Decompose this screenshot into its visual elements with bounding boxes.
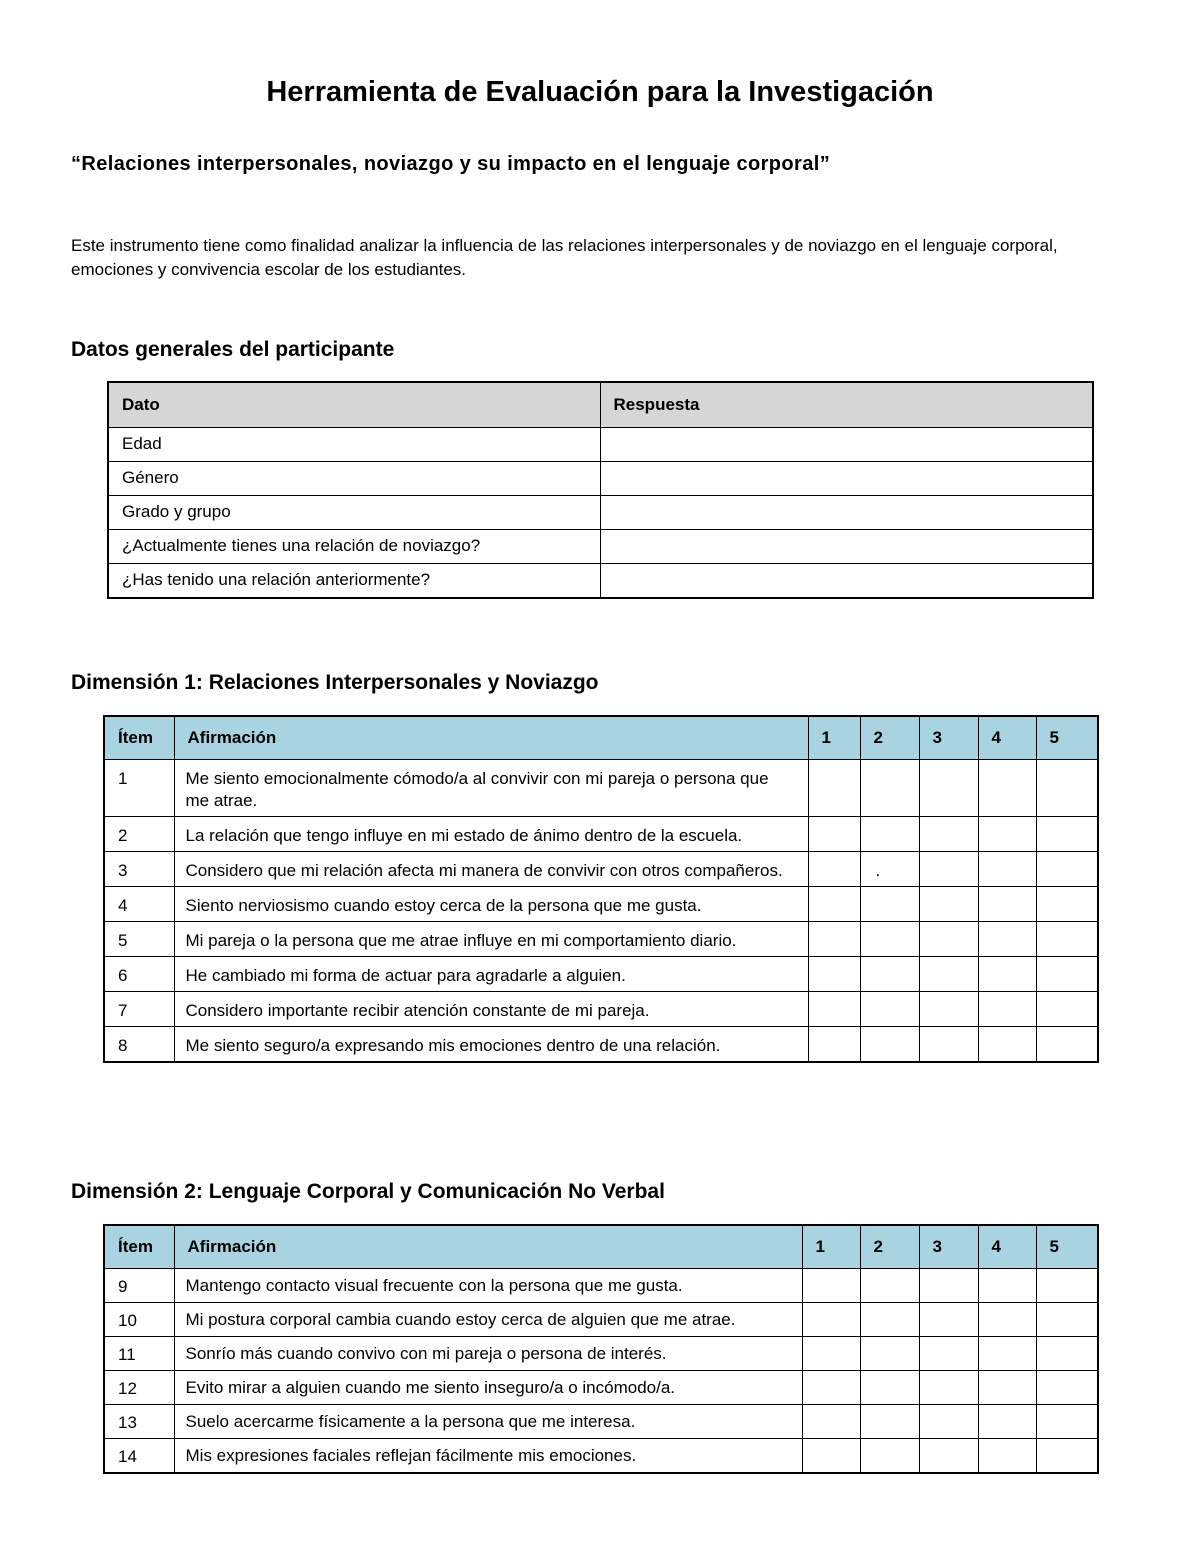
- statement-text: Me siento seguro/a expresando mis emociones dentro de una relación.: [174, 1027, 808, 1063]
- column-header-dato: Dato: [108, 382, 600, 428]
- scale-cell-2[interactable]: [860, 1303, 919, 1337]
- scale-cell-1[interactable]: [808, 1027, 860, 1063]
- item-number: 6: [104, 957, 174, 992]
- scale-cell-4[interactable]: [978, 1405, 1036, 1439]
- scale-cell-2[interactable]: [860, 922, 919, 957]
- scale-cell-3[interactable]: [919, 1337, 978, 1371]
- item-number: 3: [104, 852, 174, 887]
- section-heading-dimension-2: Dimensión 2: Lenguaje Corporal y Comunicación No Verbal: [71, 1180, 665, 1203]
- respuesta-cell[interactable]: [600, 462, 1093, 496]
- scale-cell-3[interactable]: [919, 957, 978, 992]
- dimension-1-table: [103, 715, 1099, 1063]
- table-row: [104, 817, 1098, 852]
- scale-cell-1[interactable]: [808, 760, 860, 817]
- scale-cell-2[interactable]: [860, 760, 919, 817]
- table-row: [104, 992, 1098, 1027]
- scale-cell-5[interactable]: [1036, 887, 1098, 922]
- item-number: 14: [104, 1439, 174, 1474]
- item-number: 13: [104, 1405, 174, 1439]
- scale-cell-5[interactable]: [1036, 1303, 1098, 1337]
- scale-cell-4[interactable]: [978, 1439, 1036, 1474]
- scale-cell-2[interactable]: [860, 1269, 919, 1303]
- scale-cell-4[interactable]: [978, 922, 1036, 957]
- column-header-respuesta: Respuesta: [600, 382, 1093, 428]
- table-row: [104, 1371, 1098, 1405]
- statement-text: Mis expresiones faciales reflejan fácilmente mis emociones.: [174, 1439, 802, 1474]
- respuesta-cell[interactable]: [600, 564, 1093, 599]
- scale-cell-5[interactable]: [1036, 1337, 1098, 1371]
- scale-cell-4[interactable]: [978, 817, 1036, 852]
- scale-cell-4[interactable]: [978, 992, 1036, 1027]
- item-number: 8: [104, 1027, 174, 1063]
- scale-cell-3[interactable]: [919, 992, 978, 1027]
- scale-cell-2[interactable]: [860, 1371, 919, 1405]
- respuesta-cell[interactable]: [600, 428, 1093, 462]
- scale-cell-4[interactable]: [978, 1337, 1036, 1371]
- scale-cell-5[interactable]: [1036, 852, 1098, 887]
- column-header-scale-2: 2: [860, 716, 919, 760]
- scale-cell-1[interactable]: [808, 852, 860, 887]
- scale-cell-1[interactable]: [802, 1269, 860, 1303]
- statement-text: Mantengo contacto visual frecuente con la persona que me gusta.: [174, 1269, 802, 1303]
- scale-cell-3[interactable]: [919, 817, 978, 852]
- statement-text: Suelo acercarme físicamente a la persona que me interesa.: [174, 1405, 802, 1439]
- column-header-afirmacion: Afirmación: [174, 716, 808, 760]
- scale-cell-2[interactable]: [860, 1405, 919, 1439]
- statement-text: Evito mirar a alguien cuando me siento inseguro/a o incómodo/a.: [174, 1371, 802, 1405]
- scale-cell-4[interactable]: [978, 1303, 1036, 1337]
- scale-cell-4[interactable]: [978, 852, 1036, 887]
- table-row: [104, 1439, 1098, 1474]
- statement-text: Mi pareja o la persona que me atrae influye en mi comportamiento diario.: [174, 922, 808, 957]
- item-number: 1: [104, 760, 174, 817]
- table-row: [104, 760, 1098, 817]
- scale-cell-4[interactable]: [978, 1027, 1036, 1063]
- scale-cell-3[interactable]: [919, 1027, 978, 1063]
- column-header-scale-4: 4: [978, 1225, 1036, 1269]
- statement-text: Mi postura corporal cambia cuando estoy cerca de alguien que me atrae.: [174, 1303, 802, 1337]
- scale-cell-2[interactable]: [860, 852, 919, 887]
- item-number: 10: [104, 1303, 174, 1337]
- dimension-2-table: [103, 1224, 1099, 1474]
- scale-cell-5[interactable]: [1036, 922, 1098, 957]
- scale-cell-2[interactable]: [860, 957, 919, 992]
- statement-text: Me siento emocionalmente cómodo/a al convivir con mi pareja o persona que me atrae.: [174, 760, 808, 817]
- scale-cell-2[interactable]: [860, 817, 919, 852]
- scale-cell-1[interactable]: [808, 992, 860, 1027]
- item-number: 5: [104, 922, 174, 957]
- table-header-row: [104, 1225, 1098, 1269]
- scale-cell-5[interactable]: [1036, 760, 1098, 817]
- column-header-scale-2: 2: [860, 1225, 919, 1269]
- dato-label: Grado y grupo: [108, 496, 600, 530]
- scale-cell-3[interactable]: [919, 760, 978, 817]
- column-header-scale-5: 5: [1036, 1225, 1098, 1269]
- scale-cell-4[interactable]: [978, 957, 1036, 992]
- document-subtitle: “Relaciones interpersonales, noviazgo y su impacto en el lenguaje corporal”: [71, 153, 831, 175]
- participant-data-table: [107, 381, 1094, 599]
- scale-cell-1[interactable]: [808, 817, 860, 852]
- scale-cell-1[interactable]: [808, 957, 860, 992]
- scale-cell-2[interactable]: [860, 1027, 919, 1063]
- table-row: [108, 496, 1093, 530]
- column-header-item: Ítem: [104, 716, 174, 760]
- dato-label: ¿Actualmente tienes una relación de noviazgo?: [108, 530, 600, 564]
- scale-cell-5[interactable]: [1036, 1269, 1098, 1303]
- table-row: [104, 957, 1098, 992]
- table-header-row: [104, 716, 1098, 760]
- respuesta-cell[interactable]: [600, 530, 1093, 564]
- column-header-scale-5: 5: [1036, 716, 1098, 760]
- scale-cell-5[interactable]: [1036, 1405, 1098, 1439]
- scale-cell-5[interactable]: [1036, 992, 1098, 1027]
- scale-cell-1[interactable]: [802, 1439, 860, 1474]
- statement-text: He cambiado mi forma de actuar para agradarle a alguien.: [174, 957, 808, 992]
- table-row: [108, 462, 1093, 496]
- item-number: 12: [104, 1371, 174, 1405]
- table-row: [108, 564, 1093, 599]
- column-header-scale-1: 1: [802, 1225, 860, 1269]
- column-header-scale-1: 1: [808, 716, 860, 760]
- column-header-scale-3: 3: [919, 716, 978, 760]
- column-header-scale-4: 4: [978, 716, 1036, 760]
- column-header-scale-3: 3: [919, 1225, 978, 1269]
- table-row: [104, 1303, 1098, 1337]
- scale-cell-4[interactable]: [978, 1371, 1036, 1405]
- column-header-afirmacion: Afirmación: [174, 1225, 802, 1269]
- scale-cell-5[interactable]: [1036, 1371, 1098, 1405]
- scale-cell-3[interactable]: [919, 887, 978, 922]
- table-row: [104, 922, 1098, 957]
- scale-cell-3[interactable]: [919, 852, 978, 887]
- dato-label: ¿Has tenido una relación anteriormente?: [108, 564, 600, 599]
- document-title: Herramienta de Evaluación para la Investigación: [266, 76, 934, 108]
- column-header-item: Ítem: [104, 1225, 174, 1269]
- scale-cell-1[interactable]: [802, 1337, 860, 1371]
- scale-cell-2[interactable]: [860, 887, 919, 922]
- statement-text: Considero importante recibir atención constante de mi pareja.: [174, 992, 808, 1027]
- section-heading-dimension-1: Dimensión 1: Relaciones Interpersonales y Noviazgo: [71, 671, 599, 694]
- scale-cell-3[interactable]: [919, 1303, 978, 1337]
- scale-cell-1[interactable]: [808, 887, 860, 922]
- scale-cell-3[interactable]: [919, 1371, 978, 1405]
- scale-cell-1[interactable]: [808, 922, 860, 957]
- scale-cell-4[interactable]: [978, 1269, 1036, 1303]
- table-row: [104, 887, 1098, 922]
- scale-cell-1[interactable]: [802, 1371, 860, 1405]
- scale-cell-1[interactable]: [802, 1405, 860, 1439]
- scale-cell-3[interactable]: [919, 922, 978, 957]
- table-row: [104, 1269, 1098, 1303]
- section-heading-datos-generales: Datos generales del participante: [71, 338, 395, 361]
- dato-label: Género: [108, 462, 600, 496]
- item-number: 7: [104, 992, 174, 1027]
- scale-cell-4[interactable]: [978, 760, 1036, 817]
- scale-cell-4[interactable]: [978, 887, 1036, 922]
- scale-cell-3[interactable]: [919, 1405, 978, 1439]
- table-row: [108, 530, 1093, 564]
- statement-text: Siento nerviosismo cuando estoy cerca de la persona que me gusta.: [174, 887, 808, 922]
- item-number: 9: [104, 1269, 174, 1303]
- statement-text: La relación que tengo influye en mi estado de ánimo dentro de la escuela.: [174, 817, 808, 852]
- stray-mark: .: [875, 861, 881, 880]
- intro-paragraph: Este instrumento tiene como finalidad analizar la influencia de las relaciones interpersonales y de noviazgo en el lenguaje corporal, emociones y convivencia escolar de los estudiantes.: [71, 236, 1058, 279]
- scale-cell-5[interactable]: [1036, 817, 1098, 852]
- table-header-row: [108, 382, 1093, 428]
- table-row: [104, 1337, 1098, 1371]
- scale-cell-5[interactable]: [1036, 1439, 1098, 1474]
- dimension-1-body: [104, 760, 1098, 1063]
- scale-cell-2[interactable]: [860, 1439, 919, 1474]
- scale-cell-3[interactable]: [919, 1439, 978, 1474]
- scale-cell-2[interactable]: [860, 1337, 919, 1371]
- statement-text: Considero que mi relación afecta mi manera de convivir con otros compañeros.: [174, 852, 808, 887]
- scale-cell-5[interactable]: [1036, 1027, 1098, 1063]
- table-row: [108, 428, 1093, 462]
- table-row: [104, 1405, 1098, 1439]
- dato-label: Edad: [108, 428, 600, 462]
- dimension-2-body: [104, 1269, 1098, 1474]
- item-number: 2: [104, 817, 174, 852]
- scale-cell-1[interactable]: [802, 1303, 860, 1337]
- respuesta-cell[interactable]: [600, 496, 1093, 530]
- item-number: 4: [104, 887, 174, 922]
- table-row: [104, 852, 1098, 887]
- item-number: 11: [104, 1337, 174, 1371]
- scale-cell-2[interactable]: [860, 992, 919, 1027]
- scale-cell-5[interactable]: [1036, 957, 1098, 992]
- scale-cell-3[interactable]: [919, 1269, 978, 1303]
- statement-text: Sonrío más cuando convivo con mi pareja o persona de interés.: [174, 1337, 802, 1371]
- table-row: [104, 1027, 1098, 1063]
